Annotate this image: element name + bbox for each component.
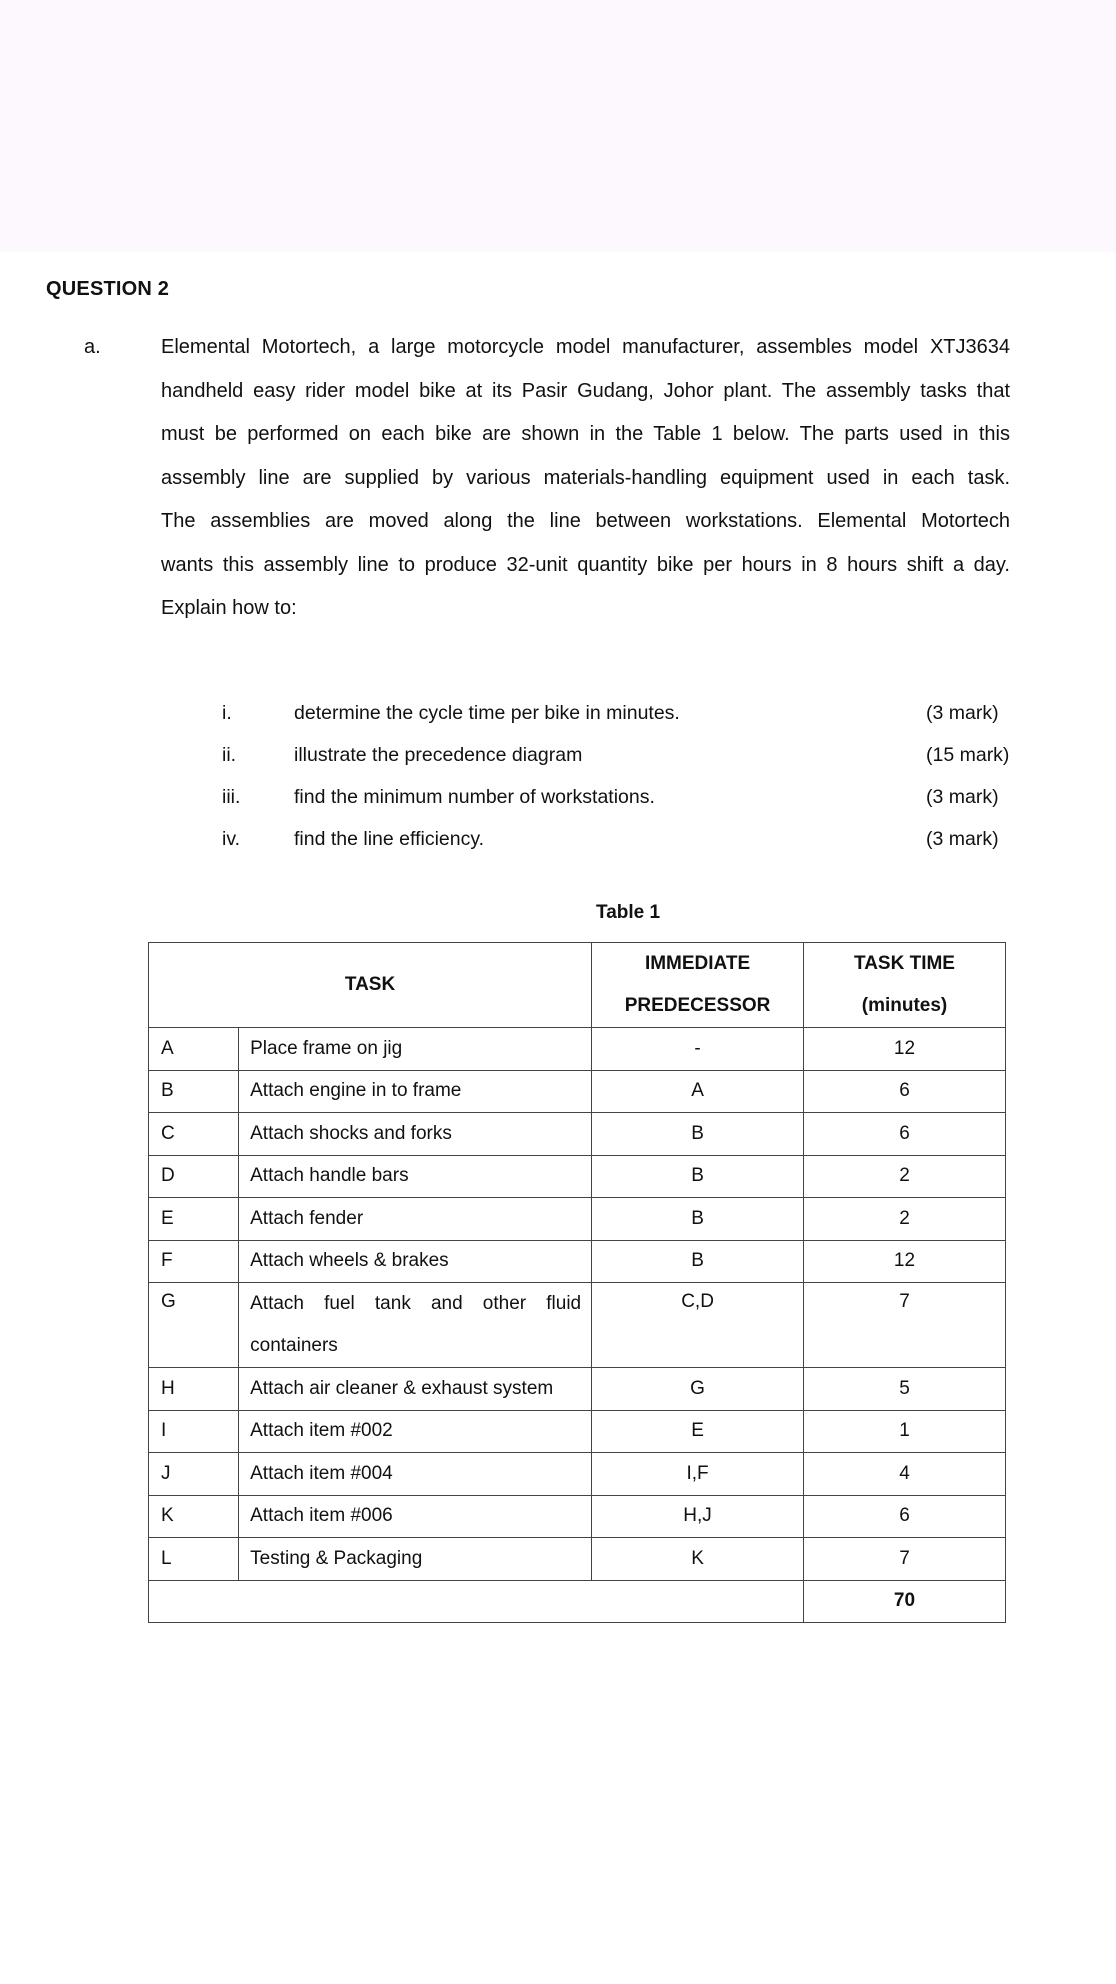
subquestion-text: determine the cycle time per bike in minutes. (294, 702, 680, 724)
task-table (148, 942, 1006, 1623)
task-time: 6 (804, 1070, 1006, 1113)
task-time: 6 (804, 1113, 1006, 1156)
paragraph-line: Elemental Motortech, a large motorcycle model manufacturer, assembles model XTJ3634 (161, 336, 1010, 358)
table-row (149, 1198, 1006, 1241)
table-row (149, 1410, 1006, 1453)
paragraph-line: Explain how to: (161, 597, 297, 619)
task-predecessor: G (592, 1368, 804, 1411)
table-row (149, 1453, 1006, 1496)
paragraph-line: The assemblies are moved along the line between workstations. Elemental Motortech (161, 510, 1010, 532)
part-label: a. (84, 336, 101, 358)
table-row (149, 1155, 1006, 1198)
table-row (149, 1070, 1006, 1113)
task-description: Attach air cleaner & exhaust system (239, 1368, 592, 1411)
question-paragraph (161, 326, 1010, 631)
subquestion-number: iv. (222, 828, 241, 850)
subquestion-number: ii. (222, 744, 237, 766)
task-time: 2 (804, 1198, 1006, 1241)
task-id: B (149, 1070, 239, 1113)
task-predecessor: B (592, 1155, 804, 1198)
task-predecessor: B (592, 1198, 804, 1241)
table-header-row (149, 943, 1006, 1028)
task-predecessor: H,J (592, 1495, 804, 1538)
task-time: 12 (804, 1028, 1006, 1071)
table-row (149, 1538, 1006, 1581)
task-predecessor: I,F (592, 1453, 804, 1496)
paragraph-line: must be performed on each bike are shown in the Table 1 below. The parts used in this (161, 423, 1010, 445)
subquestion-text: find the minimum number of workstations. (294, 786, 655, 808)
table-row (149, 1495, 1006, 1538)
subquestion-text: illustrate the precedence diagram (294, 744, 583, 766)
subquestion-i (222, 702, 1022, 732)
header-predecessor-line2: PREDECESSOR (624, 995, 771, 1016)
task-predecessor: A (592, 1070, 804, 1113)
task-id: L (149, 1538, 239, 1581)
task-description: Attach shocks and forks (239, 1113, 592, 1156)
subquestion-mark: (3 mark) (926, 702, 999, 724)
table-row (149, 1240, 1006, 1283)
subquestion-number: iii. (222, 786, 241, 808)
task-time: 7 (804, 1538, 1006, 1581)
task-description: Place frame on jig (239, 1028, 592, 1071)
task-predecessor: - (592, 1028, 804, 1071)
total-label-cell (149, 1580, 804, 1623)
task-time: 6 (804, 1495, 1006, 1538)
task-id: J (149, 1453, 239, 1496)
task-id: C (149, 1113, 239, 1156)
subquestion-mark: (3 mark) (926, 828, 999, 850)
table-total-row (149, 1580, 1006, 1623)
task-id: I (149, 1410, 239, 1453)
paragraph-line: assembly line are supplied by various materials-handling equipment used in each task. (161, 466, 1010, 489)
subquestion-iv (222, 828, 1022, 858)
task-predecessor: B (592, 1113, 804, 1156)
task-time: 2 (804, 1155, 1006, 1198)
task-time: 7 (804, 1283, 1006, 1368)
task-id: F (149, 1240, 239, 1283)
task-predecessor: C,D (592, 1283, 804, 1368)
subquestion-mark: (3 mark) (926, 786, 999, 808)
subquestion-iii (222, 786, 1022, 816)
header-predecessor-line1: IMMEDIATE (644, 953, 751, 974)
table-row (149, 1028, 1006, 1071)
paragraph-line: handheld easy rider model bike at its Pasir Gudang, Johor plant. The assembly tasks that (161, 379, 1010, 402)
task-description: Attach engine in to frame (239, 1070, 592, 1113)
header-time-line1: TASK TIME (854, 953, 955, 974)
task-id: A (149, 1028, 239, 1071)
task-id: D (149, 1155, 239, 1198)
subquestion-mark: (15 mark) (926, 744, 1010, 766)
header-predecessor (592, 943, 804, 1028)
task-time: 5 (804, 1368, 1006, 1411)
task-description: Attach item #002 (239, 1410, 592, 1453)
task-description: Testing & Packaging (239, 1538, 592, 1581)
subquestion-number: i. (222, 702, 232, 724)
table-caption: Table 1 (596, 902, 661, 923)
header-task: TASK (149, 943, 592, 1028)
paragraph-line: wants this assembly line to produce 32-unit quantity bike per hours in 8 hours shift a day. (161, 553, 1010, 576)
task-description: Attach wheels & brakes (239, 1240, 592, 1283)
header-task-time (804, 943, 1006, 1028)
question-heading: QUESTION 2 (46, 278, 170, 300)
subquestion-ii (222, 744, 1022, 774)
table-row (149, 1283, 1006, 1368)
task-id: G (149, 1283, 239, 1368)
task-description: Attach item #004 (239, 1453, 592, 1496)
total-time: 70 (804, 1580, 1006, 1623)
task-id: K (149, 1495, 239, 1538)
task-predecessor: K (592, 1538, 804, 1581)
task-predecessor: E (592, 1410, 804, 1453)
table-row (149, 1113, 1006, 1156)
task-description: Attach item #006 (239, 1495, 592, 1538)
header-time-line2: (minutes) (861, 995, 948, 1016)
table-row (149, 1368, 1006, 1411)
task-id: E (149, 1198, 239, 1241)
task-id: H (149, 1368, 239, 1411)
task-time: 12 (804, 1240, 1006, 1283)
task-time: 4 (804, 1453, 1006, 1496)
task-description: Attach handle bars (239, 1155, 592, 1198)
task-description: Attach fuel tank and other fluid containers (239, 1283, 592, 1368)
task-predecessor: B (592, 1240, 804, 1283)
task-description: Attach fender (239, 1198, 592, 1241)
task-time: 1 (804, 1410, 1006, 1453)
top-margin-band (0, 0, 1116, 252)
subquestion-text: find the line efficiency. (294, 828, 485, 850)
